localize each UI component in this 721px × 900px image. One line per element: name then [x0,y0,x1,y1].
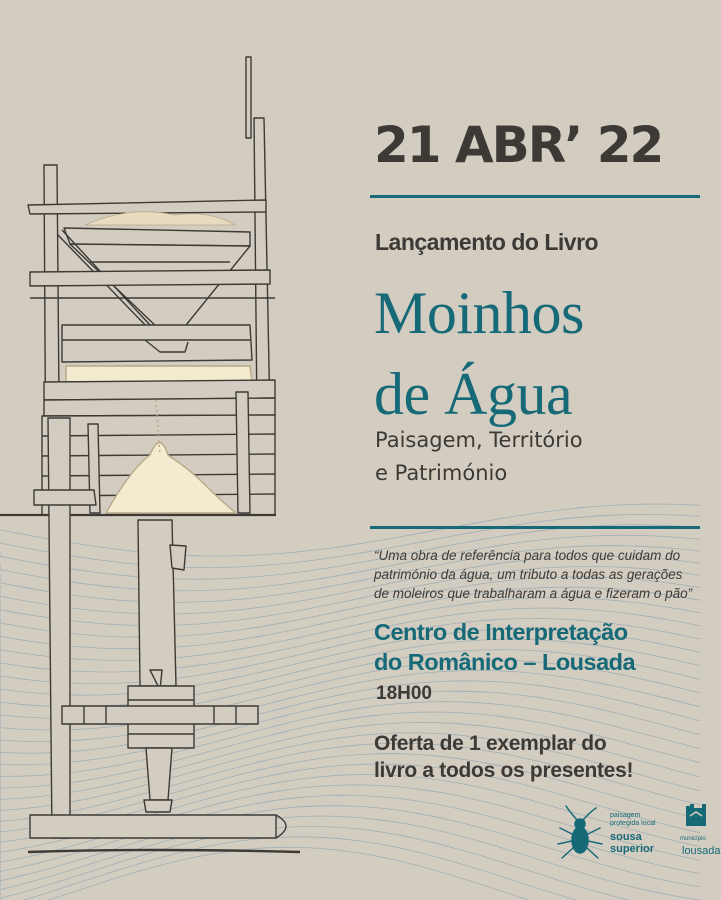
quote-line: de moleiros que trabalharam a água e fizeram o pão” [374,586,693,601]
event-date: 21 ABR’ 22 [374,116,663,174]
event-offer [374,730,633,784]
offer-line2: livro a todos os presentes! [374,759,634,782]
divider-bottom [370,526,700,529]
lousada-emblem-icon [684,802,708,828]
stag-beetle-icon [552,804,608,862]
sousa-superior-logo [552,804,672,864]
book-subtitle-line1: Paisagem, Território [375,428,583,452]
book-subtitle [375,424,705,490]
book-launch-label: Lançamento do Livro [375,229,599,255]
quote-line: “Uma obra de referência para todos que cuidam do [374,548,681,563]
sousa-big-line2: superior [610,843,655,855]
book-title-line1: Moinhos [374,280,584,346]
sousa-small-line2: protegida local [610,820,656,827]
offer-line1: Oferta de 1 exemplar do [374,732,607,755]
divider-top [370,195,700,198]
event-venue [374,617,635,677]
venue-line1: Centro de Interpretação [374,619,628,645]
watermill-illustration [0,0,330,900]
lousada-logo [680,802,720,862]
lousada-small-text: município [680,836,706,842]
sousa-big-text [610,831,654,855]
sousa-small-line1: paisagem [610,812,641,819]
quote-line: património da água, um tributo a todas as gerações [374,567,683,582]
venue-line2: do Românico – Lousada [374,649,636,675]
sousa-small-text [610,812,656,828]
lousada-big-text: lousada [682,845,721,857]
book-title-line2: de Água [374,361,573,427]
book-subtitle-line2: e Património [375,461,508,485]
event-time: 18H00 [376,683,432,704]
book-quote [374,546,714,603]
sousa-big-line1: sousa [610,831,642,843]
